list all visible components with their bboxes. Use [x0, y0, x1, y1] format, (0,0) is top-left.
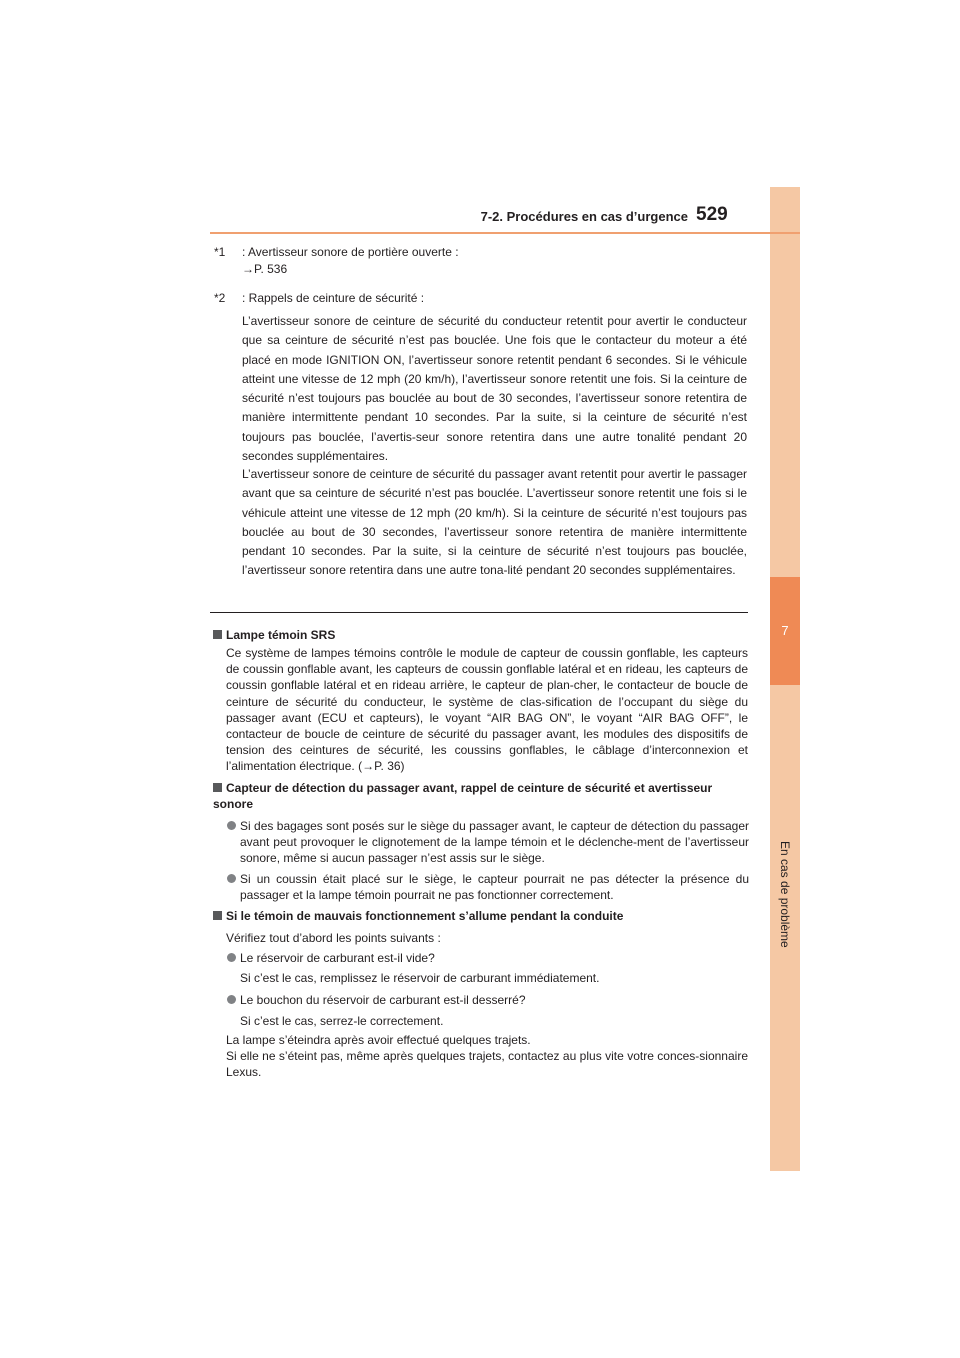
malfunction-title-text: Si le témoin de mauvais fonctionnement s’allume pendant la conduite — [226, 909, 624, 923]
section-header: 7-2. Procédures en cas d’urgence — [480, 209, 688, 224]
passenger-title-text: Capteur de détection du passager avant, rappel de ceinture de sécurité et avertisseur sonore — [213, 781, 713, 811]
round-bullet-icon — [227, 821, 236, 830]
header-rule — [210, 232, 800, 234]
round-bullet-icon — [227, 874, 236, 883]
square-bullet-icon — [213, 911, 222, 920]
passenger-section-title — [213, 780, 753, 812]
section-divider — [210, 612, 748, 613]
square-bullet-icon — [213, 630, 222, 639]
footnote-1-ref: →P. 536 — [242, 262, 288, 276]
malfunction-closing-2: Si elle ne s’éteint pas, même après quelques trajets, contactez au plus vite votre conces-sionnaire Lexus. — [226, 1049, 748, 1080]
chapter-number: 7 — [770, 577, 800, 685]
passenger-bullet-1-text: Si des bagages sont posés sur le siège du passager avant, le capteur de détection du passager avant peut provoquer le clignotement de la lampe témoin et le déclenche-ment de l’avertisseur sonore, même si aucun passager n’est assis sur le siège. — [240, 819, 749, 865]
malfunction-intro: Vérifiez tout d’abord les points suivants : — [226, 931, 441, 945]
check-fuel-cap-question: Le bouchon du réservoir de carburant est-il desserré? — [240, 993, 526, 1007]
footnote-2-mark: *2 — [214, 291, 226, 305]
passenger-bullet-2-text: Si un coussin était placé sur le siège, le capteur pourrait ne pas détecter la présence du passager et la lampe témoin pourrait ne pas fonctionner correctement. — [240, 872, 749, 902]
page-number: 529 — [696, 204, 728, 225]
srs-section-body: Ce système de lampes témoins contrôle le module de capteur de coussin gonflable, les capteurs de coussin gonflable avant, les capteurs de coussin gonflable latéral et en rideau, les capteurs de coussin gonflable latéral et en rideau arrière, le capteur de plan-cher, le contacteur de boucle de ceinture de sécurité du conducteur, le système de clas-sification de l’occupant du siège du passager avant (ECU et capteurs), le voyant “AIR BAG ON”, le voyant “AIR BAG OFF”, le contacteur de boucle de ceinture de sécurité du passager avant, les modules des dispositifs de tension des ceintures de sécurité, les coussins gonflables, le câblage d’interconnexion et l’alimentation électrique. (→P. 36) — [226, 646, 748, 774]
malfunction-section-title — [213, 908, 753, 924]
chapter-label-text: En cas de problème — [778, 841, 792, 948]
check-fuel-level-question: Le réservoir de carburant est-il vide? — [240, 951, 435, 965]
round-bullet-icon — [227, 995, 236, 1004]
malfunction-closing-1: La lampe s’éteindra après avoir effectué quelques trajets. — [226, 1033, 531, 1047]
footnote-1-label: : Avertisseur sonore de portière ouverte : — [242, 245, 459, 259]
square-bullet-icon — [213, 783, 222, 792]
check-fuel-cap-answer: Si c’est le cas, serrez-le correctement. — [240, 1014, 444, 1028]
seatbelt-driver-paragraph: L’avertisseur sonore de ceinture de sécurité du conducteur retentit pour avertir le conducteur que sa ceinture de sécurité n’est pas bouclée. Une fois que le contacteur du moteur a été placé en mode IGNITION ON, l’avertisseur sonore retentit pendant 6 secondes. Si le véhicule atteint une vitesse de 12 mph (20 km/h), l’avertisseur sonore retentit une fois. Si la ceinture de sécurité n’est toujours pas bouclée au bout de 30 secondes, l’avertisseur sonore retentira de manière intermittente pendant 10 secondes. Par la suite, si la ceinture de sécurité n’est toujours pas bouclée, l’avertis-seur sonore retentira dans une autre tonalité pendant 20 secondes supplémentaires. — [242, 314, 747, 464]
srs-title-text: Lampe témoin SRS — [226, 628, 336, 642]
srs-section-title — [213, 627, 753, 643]
check-fuel-level-answer: Si c’est le cas, remplissez le réservoir de carburant immédiatement. — [240, 971, 600, 985]
chapter-label — [775, 841, 795, 948]
footnote-1-mark: *1 — [214, 245, 226, 259]
footnote-2-label: : Rappels de ceinture de sécurité : — [242, 291, 425, 305]
round-bullet-icon — [227, 953, 236, 962]
seatbelt-passenger-paragraph: L’avertisseur sonore de ceinture de sécurité du passager avant retentit pour avertir le passager avant que sa ceinture de sécurité n’est pas bouclée. L’avertisseur sonore retentit une fois si le véhicule atteint une vitesse de 12 mph (20 km/h). Si la ceinture de sécurité n’est toujours pas bouclée au bout de 30 secondes, l’avertisseur sonore retentira de manière intermittente pendant 10 secondes. Par la suite, si la ceinture de sécurité n’est toujours pas bouclée, l’avertisseur sonore retentira dans une autre tona-lité pendant 20 secondes supplémentaires. — [242, 467, 747, 578]
